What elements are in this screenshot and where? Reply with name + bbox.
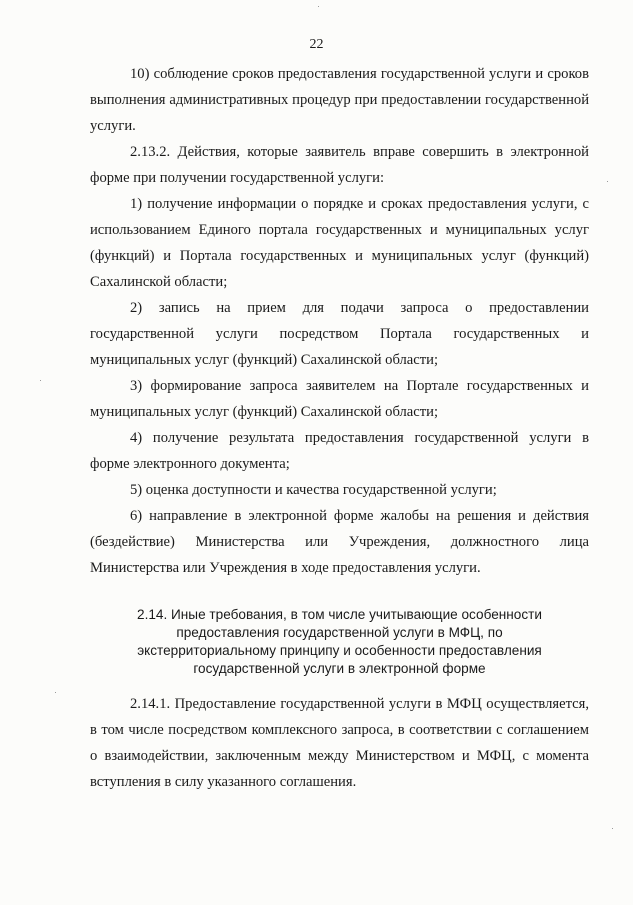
paragraph-item-5: 5) оценка доступности и качества государственной услуги; [130,482,497,498]
page-number: 22 [309,37,324,52]
scan-speck [318,6,319,7]
paragraph-item-4: 4) получение результата предоставления государственной услуги в форме электронного документа; [90,430,589,472]
body-text [90,61,589,581]
heading-line: 2.14. Иные требования, в том числе учитывающие особенности [137,607,542,622]
scan-speck [612,828,613,829]
paragraph-2-13-2: 2.13.2. Действия, которые заявитель вправе совершить в электронной форме при получении государственной услуги: [90,144,589,186]
paragraph-item-6: 6) направление в электронной форме жалобы на решения и действия (бездействие) Министерства или Учреждения, должностного лица Министерства или Учреждения в ходе предоставления услуги. [90,508,589,576]
scan-speck [607,181,608,182]
paragraph-2-14-1: 2.14.1. Предоставление государственной услуги в МФЦ осуществляется, в том числе посредством комплексного запроса, в соответствии с соглашением о взаимодействии, заключенным между Министерством и МФЦ, с момента вступления в силу указанного соглашения. [90,696,589,790]
heading-line: предоставления государственной услуги в МФЦ, по [176,625,503,640]
paragraph-item-2: 2) запись на прием для подачи запроса о предоставлении государственной услуги посредством Портала государственных и муниципальных услуг (функций) Сахалинской области; [90,300,589,368]
heading-line: государственной услуги в электронной форме [193,661,486,676]
paragraph-item-1: 1) получение информации о порядке и сроках предоставления услуги, с использованием Единого портала государственных и муниципальных услуг (функций) и Портала государственных и муниципальных услуг (функций) Сахалинской области; [90,196,589,290]
paragraph-item-10: 10) соблюдение сроков предоставления государственной услуги и сроков выполнения административных процедур при предоставлении государственной услуги. [90,66,589,134]
heading-line: экстерриториальному принципу и особенности предоставления [137,643,542,658]
section-body-text [90,691,589,795]
paragraph-item-3: 3) формирование запроса заявителем на Портале государственных и муниципальных услуг (функций) Сахалинской области; [90,378,589,420]
scan-speck [55,692,56,693]
section-heading-2-14 [90,606,589,678]
scan-speck [40,380,41,381]
